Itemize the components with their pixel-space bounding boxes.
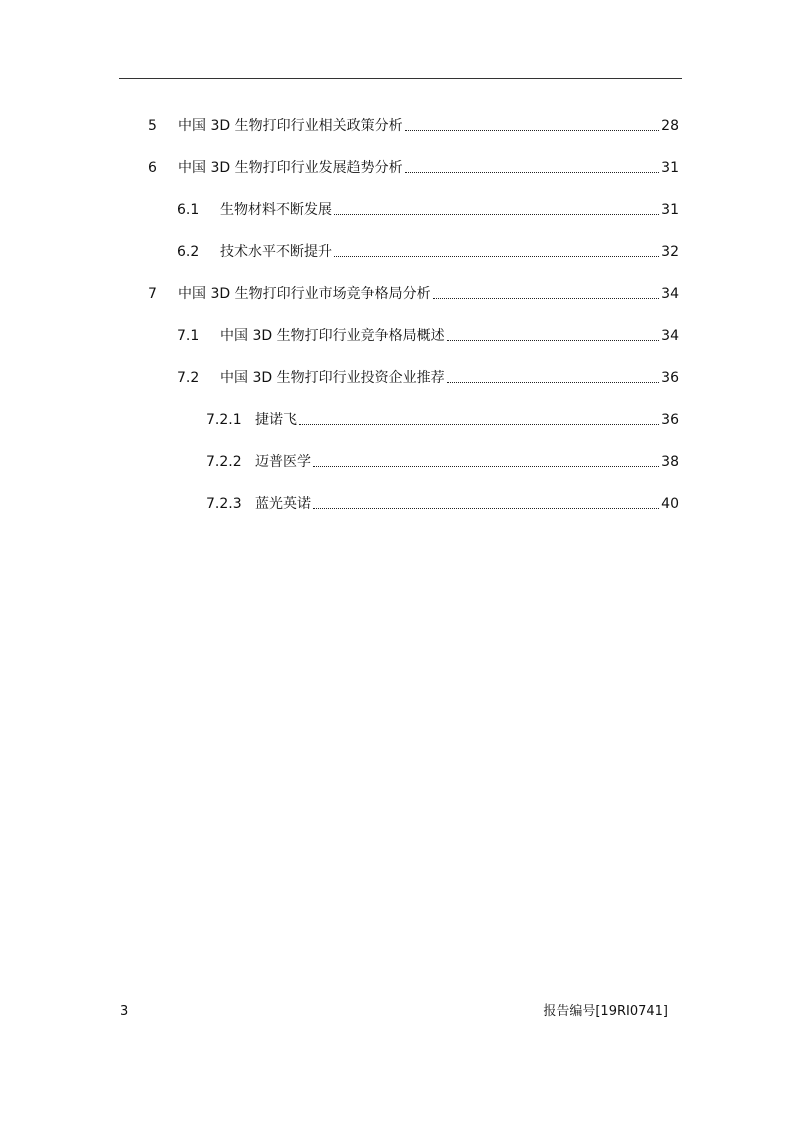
- toc-title: 生物材料不断发展: [220, 202, 332, 218]
- toc-number: 5: [148, 118, 157, 134]
- toc-title: 蓝光英诺: [255, 496, 311, 512]
- toc-page-number: 34: [661, 328, 679, 344]
- header-rule: [119, 78, 682, 79]
- toc-title: 迈普医学: [255, 454, 311, 470]
- toc-number: 7.2.1: [206, 412, 242, 428]
- toc-dot-leader: [405, 130, 660, 131]
- toc-page-number: 34: [661, 286, 679, 302]
- toc-number: 7.1: [177, 328, 200, 344]
- toc-page-number: 40: [661, 496, 679, 512]
- toc-page-number: 31: [661, 202, 679, 218]
- toc-dot-leader: [447, 382, 660, 383]
- toc-page-number: 32: [661, 244, 679, 260]
- footer-page-number: 3: [120, 1004, 129, 1019]
- toc-title: 中国 3D 生物打印行业相关政策分析: [178, 118, 403, 134]
- toc-number: 7.2.3: [206, 496, 242, 512]
- toc-dot-leader: [447, 340, 660, 341]
- toc-entry-7-2-1[interactable]: [206, 410, 679, 430]
- toc-title: 中国 3D 生物打印行业市场竞争格局分析: [178, 286, 431, 302]
- toc-dot-leader: [405, 172, 660, 173]
- toc-dot-leader: [299, 424, 659, 425]
- toc-page-number: 36: [661, 412, 679, 428]
- toc-entry-6[interactable]: [148, 158, 679, 178]
- toc-dot-leader: [334, 214, 659, 215]
- toc-number: 6.1: [177, 202, 200, 218]
- toc-entry-7-2[interactable]: [177, 368, 679, 388]
- toc-dot-leader: [313, 508, 659, 509]
- toc-title: 中国 3D 生物打印行业竞争格局概述: [220, 328, 445, 344]
- toc-title: 中国 3D 生物打印行业发展趋势分析: [178, 160, 403, 176]
- toc-entry-6-2[interactable]: [177, 242, 679, 262]
- toc-entry-7-2-2[interactable]: [206, 452, 679, 472]
- toc-page-number: 38: [661, 454, 679, 470]
- toc-number: 6: [148, 160, 157, 176]
- toc-page-number: 31: [661, 160, 679, 176]
- toc-number: 6.2: [177, 244, 200, 260]
- toc-dot-leader: [433, 298, 660, 299]
- toc-number: 7: [148, 286, 157, 302]
- toc-entry-7-1[interactable]: [177, 326, 679, 346]
- toc-entry-7-2-3[interactable]: [206, 494, 679, 514]
- toc-title: 中国 3D 生物打印行业投资企业推荐: [220, 370, 445, 386]
- toc-title: 捷诺飞: [255, 412, 297, 428]
- toc-entry-6-1[interactable]: [177, 200, 679, 220]
- toc-entry-7[interactable]: [148, 284, 679, 304]
- toc-number: 7.2.2: [206, 454, 242, 470]
- toc-page-number: 36: [661, 370, 679, 386]
- toc-dot-leader: [313, 466, 659, 467]
- footer-report-id: 报告编号[19RI0741]: [543, 1004, 668, 1019]
- toc-page-number: 28: [661, 118, 679, 134]
- toc-number: 7.2: [177, 370, 200, 386]
- toc-title: 技术水平不断提升: [220, 244, 332, 260]
- toc-dot-leader: [334, 256, 659, 257]
- toc-entry-5[interactable]: [148, 116, 679, 136]
